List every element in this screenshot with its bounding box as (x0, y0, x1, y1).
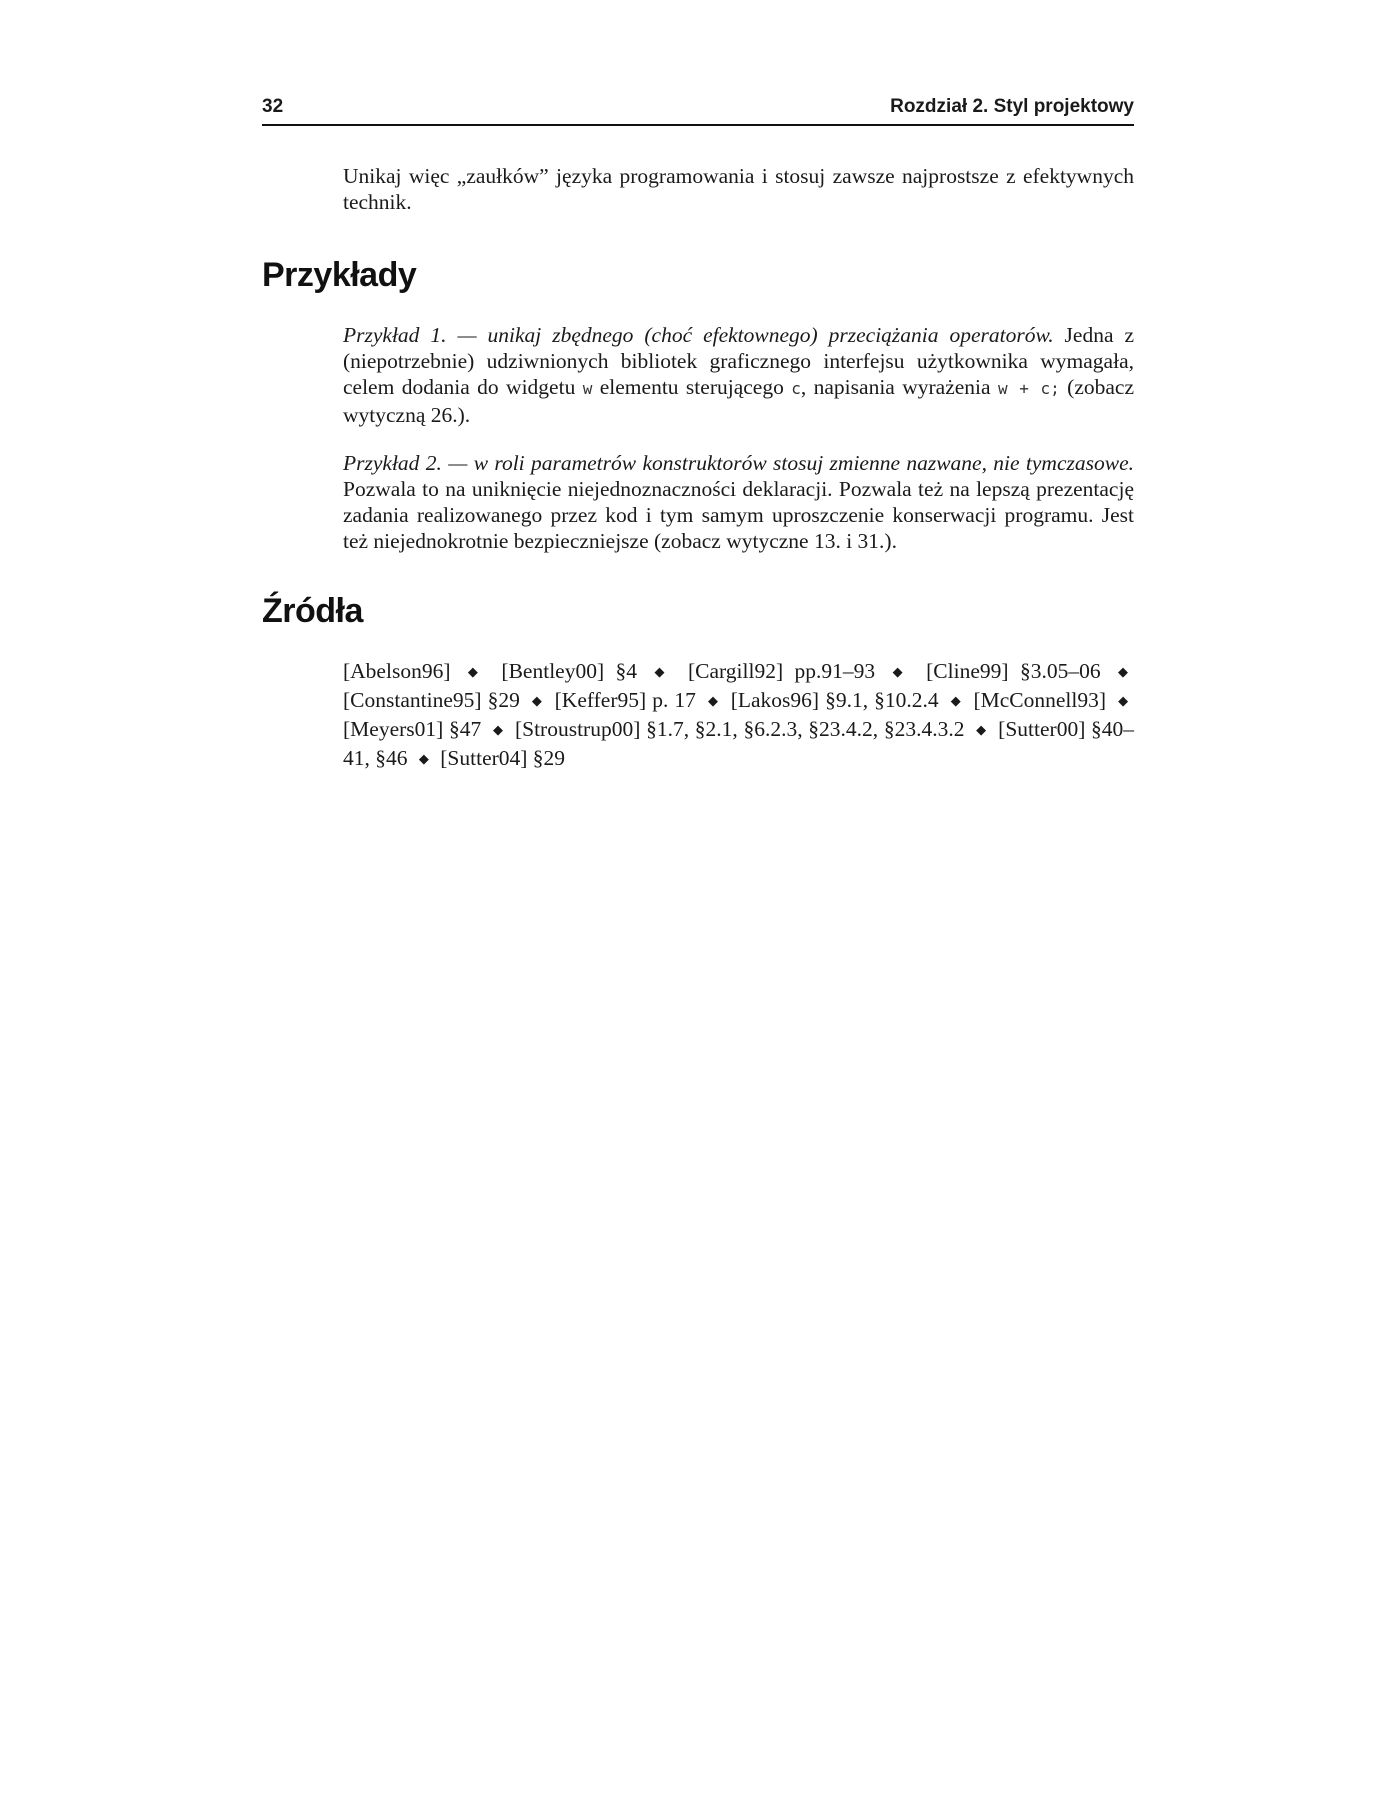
code-c: c (791, 379, 801, 398)
source-reference: [Keffer95] p. 17 (554, 688, 696, 712)
source-reference: [Sutter00] §40–41, §46 (343, 717, 1135, 770)
page-header (262, 96, 1134, 126)
diamond-separator-icon: ◆ (707, 693, 719, 708)
section-heading-sources: Źródła (262, 592, 363, 630)
source-reference: [Constantine95] §29 (343, 688, 520, 712)
source-reference: [McConnell93] (973, 688, 1107, 712)
intro-paragraph: Unikaj więc „zaułków” języka programowania i stosuj zawsze najprostsze z efektywnych technik. (343, 164, 1134, 214)
example-1-text-a: Jedna z (niepotrzebnie) udziwnionych bibliotek graficznego interfejsu użytkownika wymagała, celem dodania do widgetu (343, 323, 1134, 399)
diamond-separator-icon: ◆ (492, 722, 504, 737)
diamond-separator-icon: ◆ (1118, 693, 1129, 708)
source-reference: [Cline99] §3.05–06 (926, 659, 1101, 683)
example-2-lead: Przykład 2. — w roli parametrów konstruktorów stosuj zmienne nazwane, nie tymczasowe. (343, 451, 1134, 475)
diamond-separator-icon: ◆ (531, 693, 543, 708)
example-2-paragraph (343, 450, 1134, 554)
source-reference: [Sutter04] §29 (440, 746, 566, 770)
diamond-separator-icon: ◆ (976, 722, 987, 737)
source-reference: [Cargill92] pp.91–93 (687, 659, 876, 683)
diamond-separator-icon: ◆ (467, 664, 484, 679)
section-heading-examples: Przykłady (262, 256, 417, 294)
example-1-text-c: , napisania wyrażenia (800, 375, 998, 399)
example-1-paragraph (343, 322, 1134, 428)
diamond-separator-icon: ◆ (418, 751, 429, 766)
sources-list (343, 658, 1134, 774)
example-1-text-d: (zobacz wytyczną 26.). (343, 375, 1135, 427)
example-2-text: Pozwala to na uniknięcie niejednoznaczności deklaracji. Pozwala też na lepszą prezentację zadania realizowanego przez kod i tym samym uproszczenie konserwacji programu. Jest też niejednokrotnie bezpieczniejsze (zobacz wytyczne 13. i 31.). (343, 477, 1134, 553)
page-number: 32 (262, 96, 284, 117)
example-1-text-b: elementu sterującego (592, 375, 792, 399)
source-reference: [Abelson96] (343, 659, 451, 683)
source-reference: [Bentley00] §4 (501, 659, 638, 683)
diamond-separator-icon: ◆ (892, 664, 909, 679)
code-w: w (582, 379, 593, 398)
code-expression: w + c; (997, 379, 1060, 398)
source-reference: [Stroustrup00] §1.7, §2.1, §6.2.3, §23.4.2, §23.4.3.2 (514, 717, 965, 741)
source-reference: [Lakos96] §9.1, §10.2.4 (730, 688, 939, 712)
running-chapter-title: Rozdział 2. Styl projektowy (890, 96, 1134, 117)
source-reference: [Meyers01] §47 (343, 717, 482, 741)
example-1-lead: Przykład 1. — unikaj zbędnego (choć efektownego) przeciążania operatorów. (343, 323, 1054, 347)
diamond-separator-icon: ◆ (950, 693, 962, 708)
diamond-separator-icon: ◆ (654, 664, 671, 679)
diamond-separator-icon: ◆ (1118, 664, 1129, 679)
